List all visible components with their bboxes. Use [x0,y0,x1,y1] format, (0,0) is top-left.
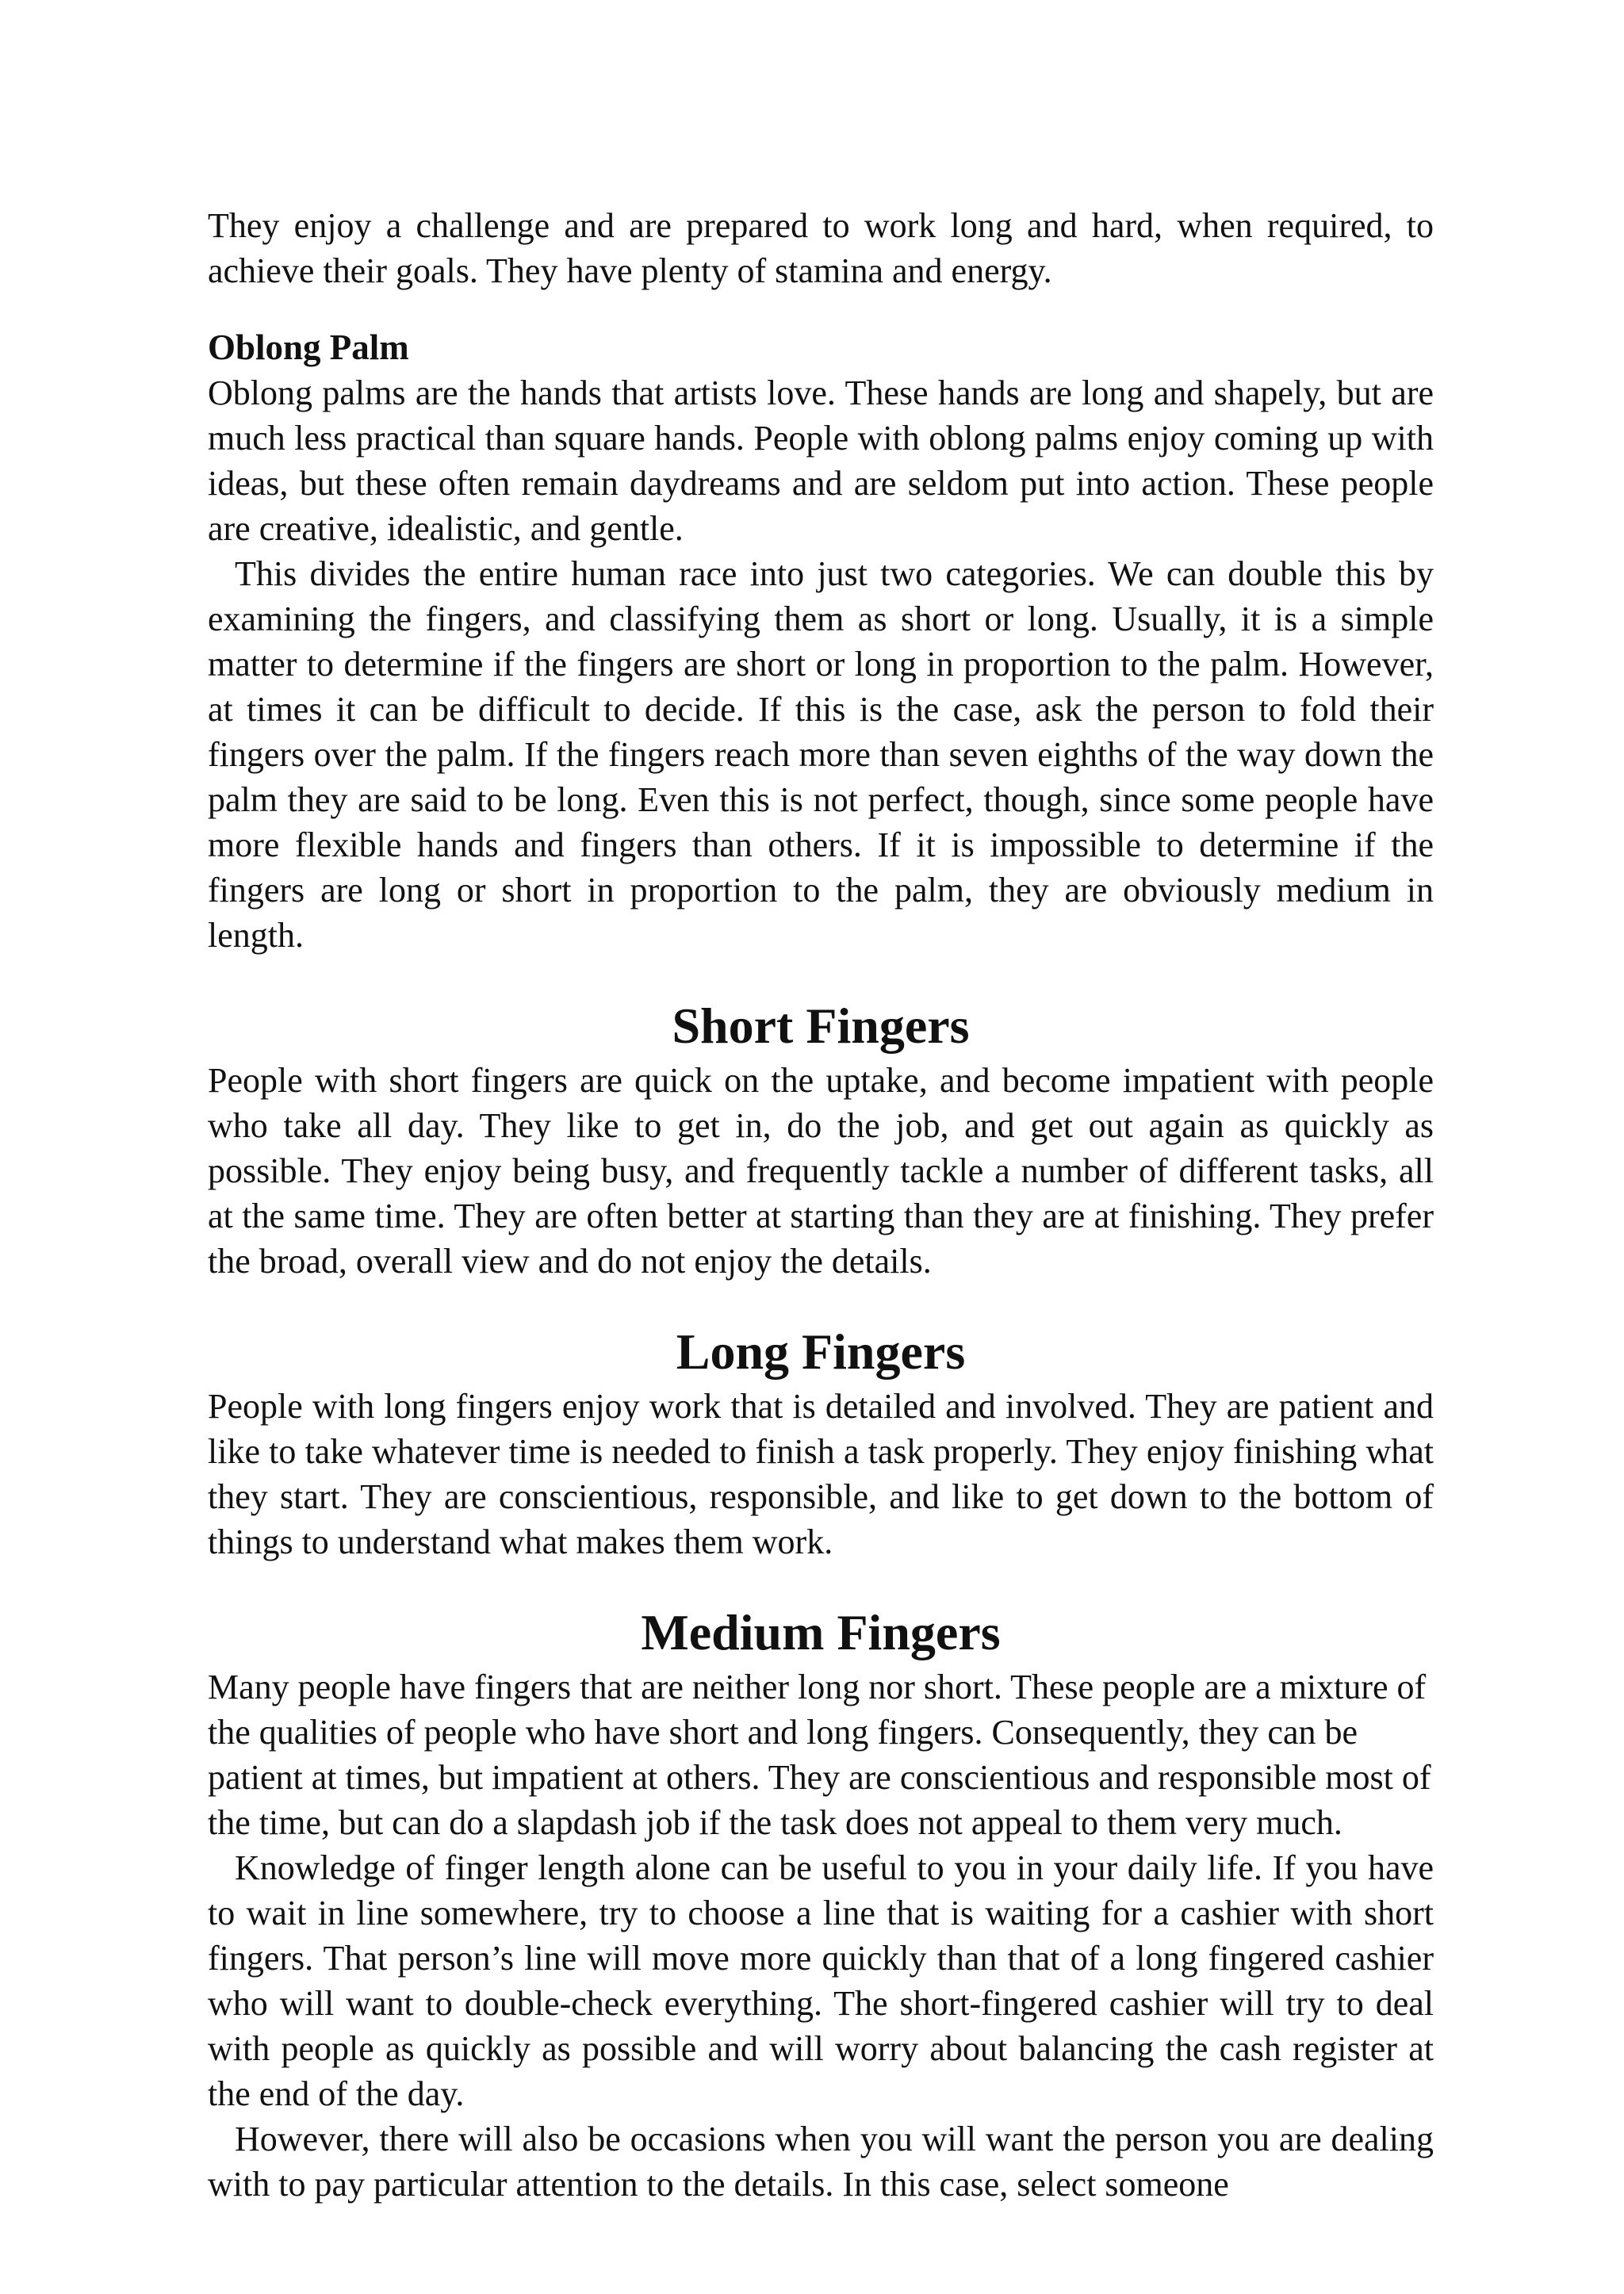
short-fingers-heading: Short Fingers [672,998,970,1054]
oblong-palm-heading: Oblong Palm [208,327,409,367]
short-fingers-paragraph: People with short fingers are quick on the uptake, and become impatient with people who take all day. They like to get in, do the job, and get out again as quickly as possible. They enjoy being busy, and frequently tackle a number of different tasks, all at the same time. They are often better at starting than they are at finishing. They prefer the broad, overall view and do not enjoy the details. [208,1061,1434,1281]
intro-paragraph: They enjoy a challenge and are prepared to work long and hard, when required, to achieve their goals. They have plenty of stamina and energy. [208,206,1434,290]
long-fingers-paragraph: People with long fingers enjoy work that is detailed and involved. They are patient and like to take whatever time is needed to finish a task properly. They enjoy finishing what they start. They are conscientious, responsible, and like to get down to the bottom of things to understand what makes them work. [208,1387,1434,1561]
details-paragraph: However, there will also be occasions when you will want the person you are dealing with to pay particular attention to the details. In this case, select someone [208,2120,1434,2204]
long-fingers-heading: Long Fingers [676,1323,966,1380]
oblong-palm-paragraph: Oblong palms are the hands that artists love. These hands are long and shapely, but are much less practical than square hands. People with oblong palms enjoy coming up with ideas, but these often remain daydreams and are seldom put into action. These people are creative, idealistic, and gentle. [208,373,1434,548]
medium-fingers-heading: Medium Fingers [641,1604,1001,1660]
finger-length-paragraph: Knowledge of finger length alone can be useful to you in your daily life. If you have to wait in line somewhere, try to choose a line that is waiting for a cashier with short fingers. That person’s line will move more quickly than that of a long fingered cashier who will want to double-check everything. The short-fingered cashier will try to deal with people as quickly as possible and will worry about balancing the cash register at the end of the day. [208,1848,1434,2113]
medium-fingers-paragraph: Many people have fingers that are neither long nor short. These people are a mixture of the qualities of people who have short and long fingers. Consequently, they can be patient at times, but impatient at others. They are conscientious and responsible most of the time, but can do a slapdash job if the task does not appeal to them very much. [208,1668,1431,1842]
categories-paragraph: This divides the entire human race into just two categories. We can double this by examining the fingers, and classifying them as short or long. Usually, it is a simple matter to determine if the fingers are short or long in proportion to the palm. However, at times it can be difficult to decide. If this is the case, ask the person to fold their fingers over the palm. If the fingers reach more than seven eighths of the way down the palm they are said to be long. Even this is not perfect, though, since some people have more flexible hands and fingers than others. If it is impossible to determine if the fingers are long or short in proportion to the palm, they are obviously medium in length. [208,554,1434,955]
book-page [208,203,1434,2207]
